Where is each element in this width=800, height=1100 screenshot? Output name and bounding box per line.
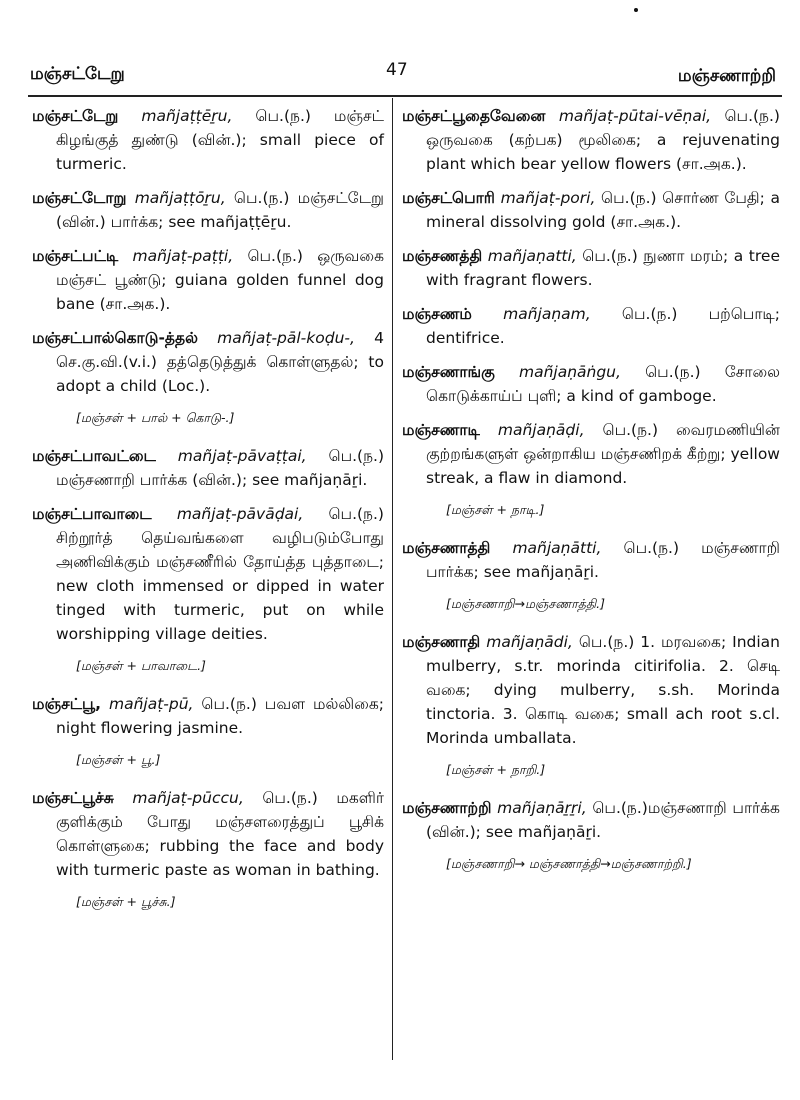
etymology: [மஞ்சள் + பால் + கொடு-.] [76, 410, 235, 425]
definition: பெ.(ந.) 1. மரவகை; Indian mulberry, s.tr. morinda citirifolia. 2. செடி வகை; dying mulberry, s.sh. Morinda tinctoria. 3. கொடி வகை; small ach root s.cl. Morinda umballata. [426, 633, 781, 747]
page-header [28, 58, 780, 92]
transliteration: mañjaṭ-pūtai-vēṇai, [558, 107, 712, 125]
etymology: [மஞ்சள் + பாவாடை.] [76, 658, 206, 673]
headword: மஞ்சட்பட்டி [32, 247, 119, 265]
column-divider [392, 98, 393, 1060]
transliteration: mañjaṭ-pori, [500, 189, 596, 207]
definition: பெ.(ந.) நுணா மரம்; a tree with fragrant flowers. [426, 247, 780, 289]
ink-speck [634, 8, 638, 12]
headword: மஞ்சட்பாவாடை [32, 505, 152, 523]
entry [402, 418, 780, 520]
entry [402, 360, 780, 408]
transliteration: mañjaṇāḍi, [497, 421, 585, 439]
transliteration: mañjaṭ-pāvāḍai, [176, 505, 304, 523]
entry [32, 186, 384, 234]
entry [32, 444, 384, 492]
entry [32, 104, 384, 176]
definition: பெ.(ந.) சோலை கொடுக்காய்ப் புளி; a kind of gamboge. [426, 363, 780, 405]
headword: மஞ்சணாற்றி [402, 799, 492, 817]
entry [402, 630, 780, 780]
entry [32, 502, 384, 676]
transliteration: mañjaṭ-pū, [108, 695, 194, 713]
definition: 4 செ.கு.வி.(v.i.) தத்தெடுத்துக் கொள்ளுதல்; to adopt a child (Loc.). [56, 329, 384, 395]
headword: மஞ்சணாதி [402, 633, 481, 651]
transliteration: mañjaṇāṅgu, [518, 363, 621, 381]
definition: பெ.(ந.) மஞ்சணாறி பார்க்க (வின்.); see mañjaṇāṟi. [56, 447, 384, 489]
headword: மஞ்சணாடி [402, 421, 480, 439]
entry [32, 244, 384, 316]
headword: மஞ்சட்பூதைவேனை [402, 107, 546, 125]
etymology: [மஞ்சள் + நாடி.] [446, 502, 545, 517]
definition: பெ.(ந.) பற்பொடி; dentifrice. [426, 305, 780, 347]
definition: பெ.(ந.) மகளிர் குளிக்கும் போது மஞ்சளரைத்துப் பூசிக் கொள்ளுகை; rubbing the face and body with turmeric paste as woman in bathing. [56, 789, 384, 879]
headword: மஞ்சணத்தி [402, 247, 483, 265]
etymology: [மஞ்சள் + பூச்சு.] [76, 894, 176, 909]
entry [32, 326, 384, 428]
entry [402, 186, 780, 234]
entry [402, 796, 780, 874]
headword: மஞ்சட்டோறு [32, 189, 127, 207]
etymology: [மஞ்சணாறி→மஞ்சணாத்தி.] [446, 596, 606, 611]
header-right-guideword: மஞ்சணாற்றி [677, 66, 776, 86]
headword: மஞ்சணாங்கு [402, 363, 495, 381]
definition: பெ.(ந.)மஞ்சணாறி பார்க்க (வின்.); see mañjaṇāṟi. [426, 799, 780, 841]
headword: மஞ்சட்பொரி [402, 189, 495, 207]
entry [402, 104, 780, 176]
etymology: [மஞ்சணாறி→ மஞ்சணாத்தி→மஞ்சணாற்றி.] [446, 856, 692, 871]
entry [32, 692, 384, 770]
entry [402, 536, 780, 614]
definition: பெ.(ந.) ஒருவகை மஞ்சட் பூண்டு; guiana golden funnel dog bane (சா.அக.). [56, 247, 384, 313]
transliteration: mañjaṇātti, [512, 539, 602, 557]
transliteration: mañjaṇādi, [486, 633, 573, 651]
entry [402, 244, 780, 292]
transliteration: mañjaṭ-pūccu, [132, 789, 244, 807]
headword: மஞ்சணம் [402, 305, 472, 323]
headword: மஞ்சட்பாவட்டை [32, 447, 156, 465]
page-number: 47 [386, 60, 408, 80]
headword: மஞ்சணாத்தி [402, 539, 491, 557]
transliteration: mañjaṇam, [503, 305, 591, 323]
headword: மஞ்சட்பூ, [32, 695, 102, 713]
header-rule [28, 95, 782, 97]
definition: பெ.(ந.) சொர்ண பேதி; a mineral dissolving gold (சா.அக.). [426, 189, 780, 231]
headword: மஞ்சட்டேறு [32, 107, 119, 125]
definition: பெ.(ந.) சிற்றூர்த் தெய்வங்களை வழிபடும்போது அணிவிக்கும் மஞ்சணீரில் தோய்த்த புத்தாடை; new cloth immensed or dipped in water tinged with turmeric, put on while worshipping village deities. [56, 505, 384, 643]
etymology: [மஞ்சள் + பூ.] [76, 752, 161, 767]
right-column [402, 104, 780, 890]
entry [402, 302, 780, 350]
transliteration: mañjaṭ-pāvaṭṭai, [177, 447, 307, 465]
definition: பெ.(ந.) பவள மல்லிகை; night flowering jasmine. [56, 695, 384, 737]
definition: பெ.(ந.) மஞ்சணாறி பார்க்க; see mañjaṇāṟi. [426, 539, 780, 581]
transliteration: mañjaṭṭōṟu, [134, 189, 226, 207]
definition: பெ.(ந.) ஒருவகை (கற்பக) மூலிகை; a rejuvenating plant which bear yellow flowers (சா.அக.). [426, 107, 780, 173]
definition: பெ.(ந.) மஞ்சட்டேறு (வின்.) பார்க்க; see mañjaṭṭēṟu. [56, 189, 384, 231]
transliteration: mañjaṭ-paṭṭi, [132, 247, 234, 265]
transliteration: mañjaṭ-pāl-koḍu-, [217, 329, 355, 347]
left-column [32, 104, 384, 928]
definition: பெ.(ந.) மஞ்சட் கிழங்குத் துண்டு (வின்.); small piece of turmeric. [56, 107, 384, 173]
headword: மஞ்சட்பூச்சு [32, 789, 114, 807]
transliteration: mañjaṭṭēṟu, [141, 107, 233, 125]
entry [32, 786, 384, 912]
transliteration: mañjaṇāṟṟi, [497, 799, 587, 817]
header-left-guideword: மஞ்சட்டேறு [30, 64, 125, 84]
definition: பெ.(ந.) வைரமணியின் குற்றங்களுள் ஒன்றாகிய மஞ்சணிறக் கீற்று; yellow streak, a flaw in diamond. [426, 421, 780, 487]
transliteration: mañjaṇatti, [487, 247, 577, 265]
headword: மஞ்சட்பால்கொடு-த்தல் [32, 329, 198, 347]
etymology: [மஞ்சள் + நாறி.] [446, 762, 546, 777]
